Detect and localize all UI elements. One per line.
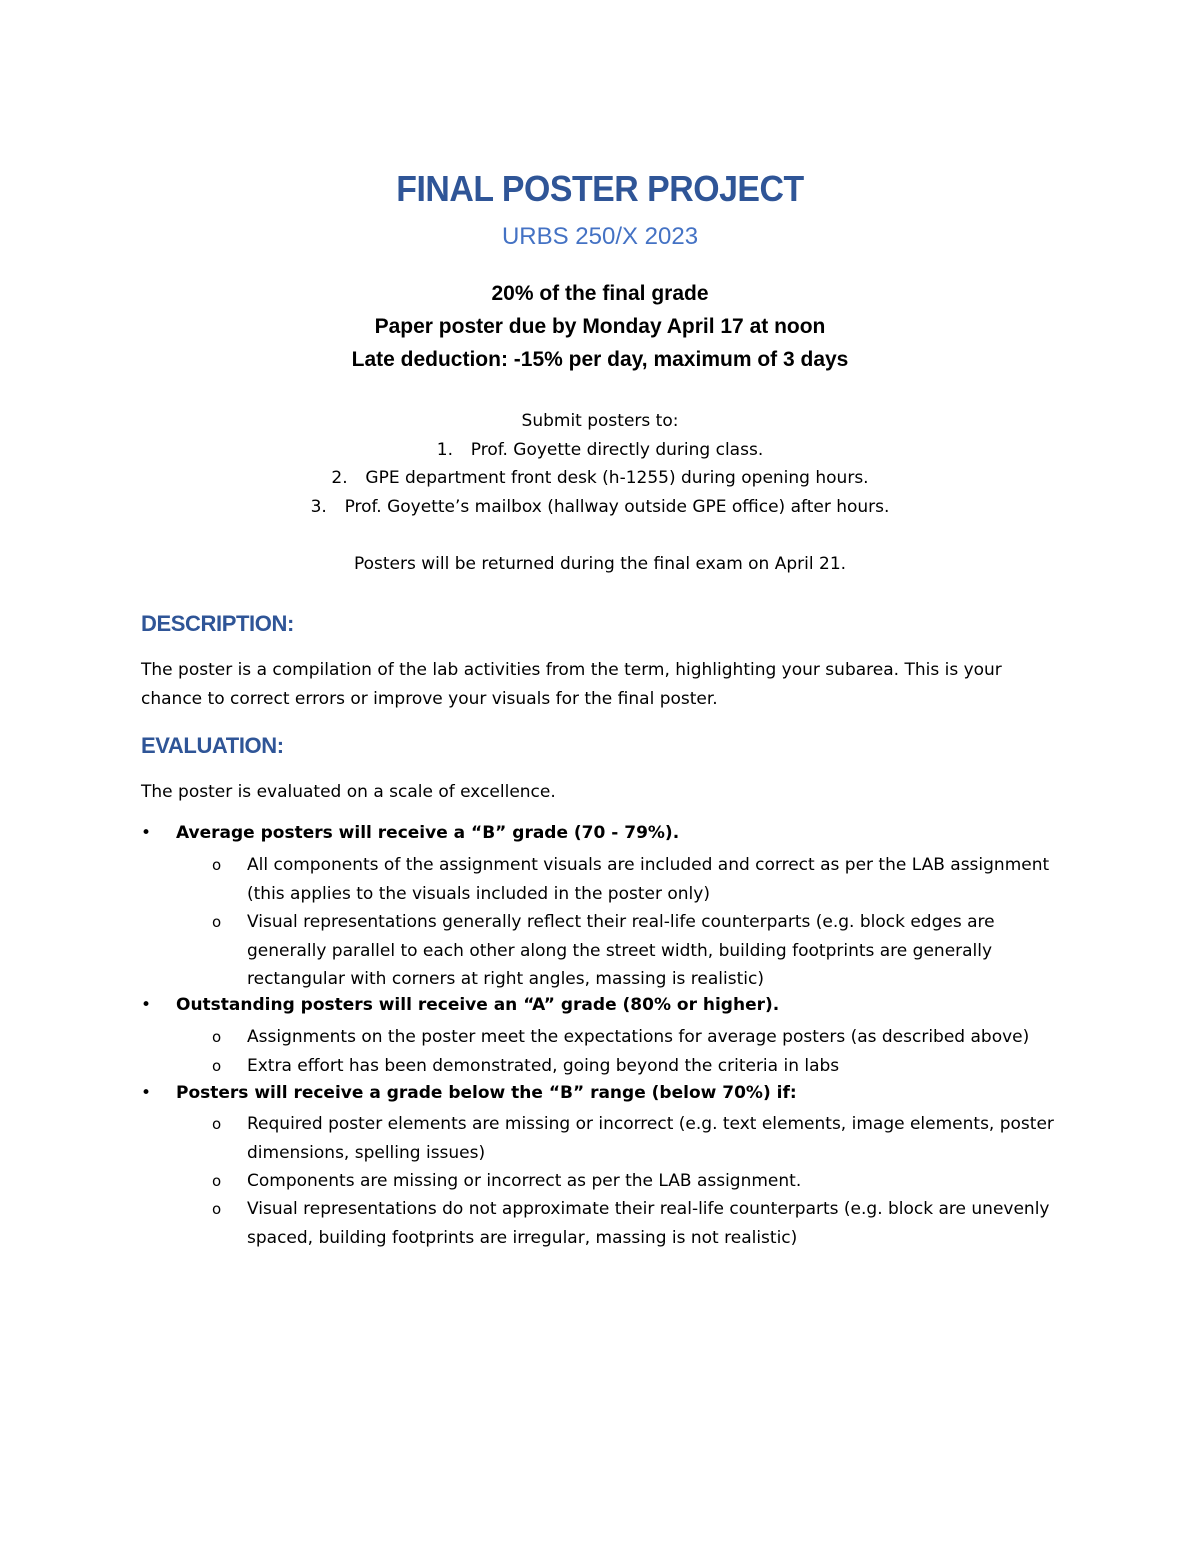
submit-item-text: Prof. Goyette’s mailbox (hallway outside GPE office) after hours. xyxy=(344,497,890,517)
return-note: Posters will be returned during the final exam on April 21. xyxy=(353,554,847,574)
grade-criterion: Posters will receive a grade below the “B” range (below 70%) if: xyxy=(176,1083,797,1103)
sub-bullet-icon: o xyxy=(212,1028,222,1046)
sub-bullet-icon: o xyxy=(212,1057,222,1075)
sub-bullet-icon: o xyxy=(212,1115,222,1133)
bullet-icon: • xyxy=(141,995,152,1015)
criterion-detail: Components are missing or incorrect as per the LAB assignment. xyxy=(247,1171,802,1191)
description-text: The poster is a compilation of the lab activities from the term, highlighting your subarea. This is your chance to correct errors or improve your visuals for the final poster. xyxy=(141,660,1002,709)
grade-criterion: Average posters will receive a “B” grade (70 - 79%). xyxy=(176,823,680,843)
bullet-icon: • xyxy=(141,1083,152,1103)
criterion-detail: All components of the assignment visuals are included and correct as per the LAB assignment (this applies to the visuals included in the poster only) xyxy=(247,855,1050,904)
sub-bullet-icon: o xyxy=(212,1172,222,1190)
submit-item-text: GPE department front desk (h-1255) during opening hours. xyxy=(365,468,869,488)
late-deduction: Late deduction: -15% per day, maximum of 3 days xyxy=(351,348,849,371)
grade-criterion: Outstanding posters will receive an “A” grade (80% or higher). xyxy=(176,995,780,1015)
submit-item xyxy=(0,440,1200,460)
submit-item-number: 3. xyxy=(310,497,327,517)
criterion-detail: Visual representations do not approximate their real-life counterparts (e.g. block are unevenly spaced, building footprints are irregular, massing is not realistic) xyxy=(247,1199,1050,1248)
evaluation-intro: The poster is evaluated on a scale of excellence. xyxy=(141,782,556,802)
criterion-detail: Required poster elements are missing or incorrect (e.g. text elements, image elements, poster dimensions, spelling issues) xyxy=(247,1114,1054,1163)
submit-heading: Submit posters to: xyxy=(521,411,679,431)
sub-bullet-icon: o xyxy=(212,856,222,874)
submit-item xyxy=(0,497,1200,517)
submit-item-number: 1. xyxy=(436,440,453,460)
sub-bullet-icon: o xyxy=(212,913,222,931)
course-code: URBS 250/X 2023 xyxy=(501,223,699,250)
criterion-detail: Extra effort has been demonstrated, going beyond the criteria in labs xyxy=(247,1056,840,1076)
due-date: Paper poster due by Monday April 17 at noon xyxy=(374,315,826,338)
document-title: FINAL POSTER PROJECT xyxy=(396,168,804,209)
criterion-detail: Assignments on the poster meet the expectations for average posters (as described above) xyxy=(247,1027,1030,1047)
submit-item xyxy=(0,468,1200,488)
bullet-icon: • xyxy=(141,823,152,843)
grade-weight: 20% of the final grade xyxy=(491,282,709,305)
evaluation-heading: EVALUATION: xyxy=(141,733,284,758)
criterion-detail: Visual representations generally reflect their real-life counterparts (e.g. block edges are generally parallel to each other along the street width, building footprints are generally rectangular with corners at right angles, massing is realistic) xyxy=(247,912,995,989)
description-heading: DESCRIPTION: xyxy=(141,611,294,636)
sub-bullet-icon: o xyxy=(212,1200,222,1218)
submit-item-number: 2. xyxy=(331,468,348,488)
submit-item-text: Prof. Goyette directly during class. xyxy=(470,440,764,460)
